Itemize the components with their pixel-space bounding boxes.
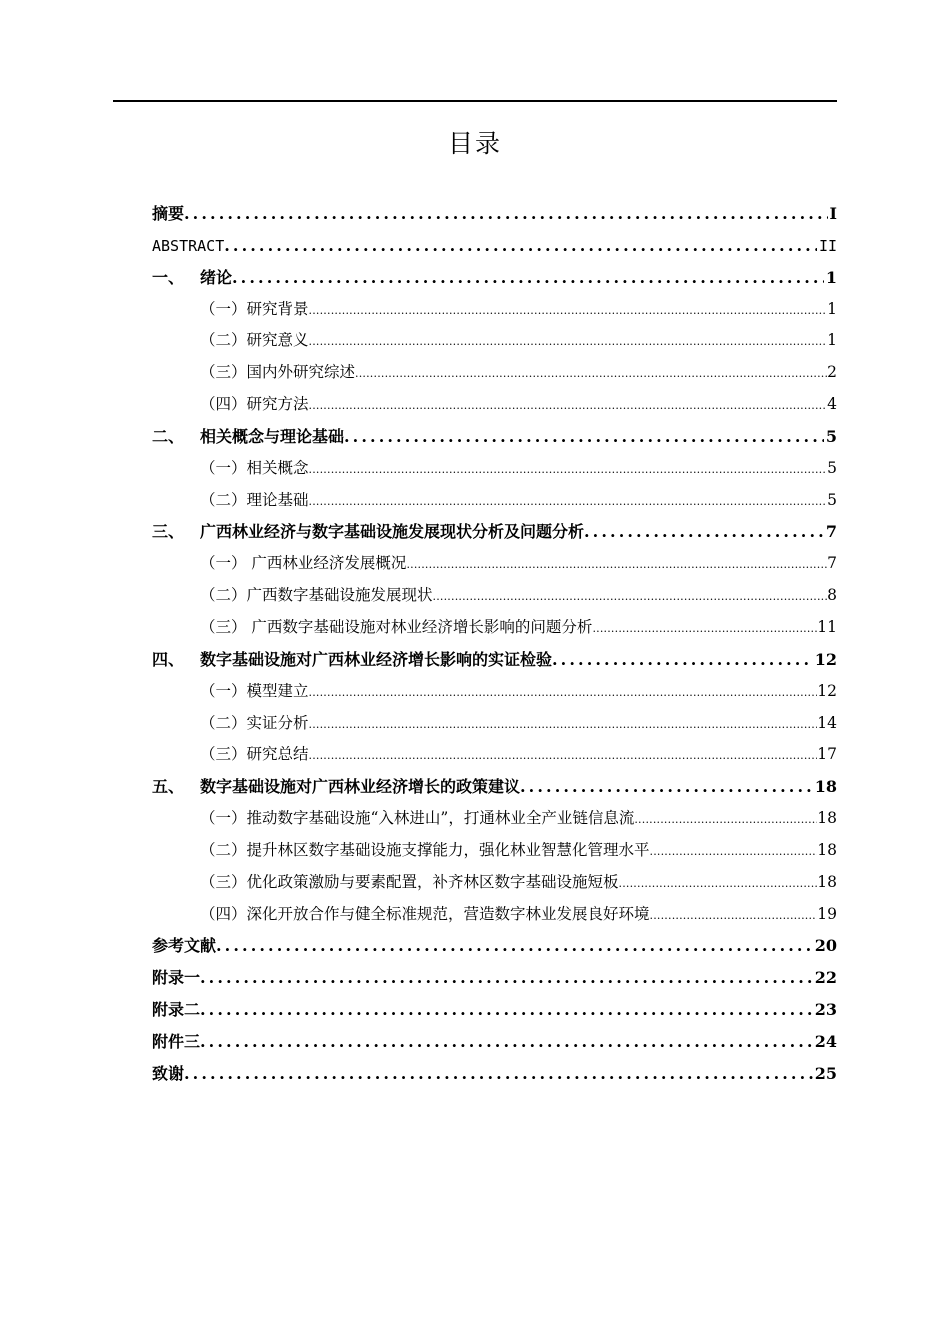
toc-page-number: 5	[827, 490, 837, 509]
toc-leader	[309, 390, 828, 421]
toc-page-number: 4	[827, 395, 837, 414]
toc-entry-section[interactable]	[152, 739, 837, 771]
toc-leader	[634, 804, 817, 835]
toc-page-number: 14	[817, 713, 837, 732]
toc-page-number: 23	[814, 1000, 837, 1020]
toc-leader	[309, 486, 828, 517]
toc-leader	[184, 1058, 813, 1090]
toc-page-number: 5	[827, 458, 837, 477]
toc-entry-label: （二）提升林区数字基础设施支撑能力，强化林业智慧化管理水平	[200, 840, 650, 859]
toc-entry-section[interactable]	[152, 867, 837, 899]
toc-entry-appendix-2[interactable]	[152, 994, 837, 1026]
chapter-title: 绪论	[200, 267, 233, 287]
toc-page-number: 11	[817, 617, 837, 636]
toc-page-number: 24	[814, 1031, 837, 1051]
toc-entry-section[interactable]	[152, 708, 837, 740]
toc-leader	[309, 454, 828, 485]
toc-entry-attachment-3[interactable]	[152, 1026, 837, 1058]
toc-leader	[184, 198, 828, 230]
toc-page-number: 5	[825, 426, 837, 446]
header-rule	[113, 100, 837, 102]
toc-leader	[200, 962, 813, 994]
toc-entry-label: （三）研究总结	[200, 745, 309, 764]
toc-entry-label	[152, 262, 232, 294]
toc-entry-label: （三） 广西数字基础设施对林业经济增长影响的问题分析	[200, 617, 593, 636]
toc-entry-label: 摘要	[152, 204, 185, 223]
toc-page-number: 12	[817, 681, 837, 700]
toc-leader	[355, 358, 827, 389]
toc-leader	[232, 262, 824, 294]
toc-entry-label: ABSTRACT	[152, 236, 225, 255]
toc-entry-abstract-en[interactable]	[152, 230, 837, 262]
chapter-number: 三、	[152, 522, 185, 542]
toc-leader	[216, 930, 813, 962]
toc-title: 目录	[447, 129, 502, 158]
toc-page-number: II	[818, 236, 837, 255]
toc-leader	[200, 1026, 813, 1058]
toc-leader	[584, 516, 824, 548]
toc-leader	[224, 230, 817, 262]
toc-entry-section[interactable]	[152, 899, 837, 931]
chapter-number: 四、	[152, 649, 185, 669]
toc-page-number: 7	[827, 554, 837, 573]
toc-entry-section[interactable]	[152, 548, 837, 580]
toc-leader	[309, 740, 818, 771]
toc-leader	[650, 836, 818, 867]
toc-entry-section[interactable]	[152, 485, 837, 517]
table-of-contents	[152, 198, 837, 1090]
toc-page-number: 25	[814, 1063, 837, 1083]
toc-leader	[552, 644, 813, 676]
toc-entry-label: （四）研究方法	[200, 395, 309, 414]
toc-leader	[619, 868, 818, 899]
toc-entry-label: 附录二	[152, 1000, 201, 1020]
toc-page-number: 7	[825, 522, 837, 542]
toc-page-number: 20	[814, 936, 837, 956]
toc-page-number: 22	[814, 968, 837, 988]
toc-entry-label: 附件三	[152, 1031, 201, 1051]
toc-entry-label: 参考文献	[152, 936, 217, 956]
toc-leader	[309, 677, 818, 708]
toc-leader	[433, 581, 828, 612]
toc-page-number: 2	[827, 363, 837, 382]
toc-entry-label: （一）相关概念	[200, 458, 309, 477]
toc-entry-label	[152, 421, 344, 453]
toc-page-number: 1	[827, 331, 837, 350]
toc-entry-label: （一）模型建立	[200, 681, 309, 700]
toc-entry-chapter-4[interactable]	[152, 644, 837, 676]
chapter-title: 广西林业经济与数字基础设施发展现状分析及问题分析	[200, 522, 585, 542]
toc-entry-label: （三）优化政策激励与要素配置，补齐林区数字基础设施短板	[200, 872, 619, 891]
chapter-number: 五、	[152, 777, 185, 797]
toc-entry-section[interactable]	[152, 580, 837, 612]
toc-entry-label: 附录一	[152, 968, 201, 988]
chapter-number: 二、	[152, 426, 185, 446]
toc-entry-label: （二）广西数字基础设施发展现状	[200, 586, 433, 605]
toc-entry-section[interactable]	[152, 294, 837, 326]
toc-leader	[344, 421, 824, 453]
chapter-title: 数字基础设施对广西林业经济增长影响的实证检验	[200, 649, 553, 669]
toc-leader	[200, 994, 813, 1026]
toc-entry-label: （一）研究背景	[200, 299, 309, 318]
toc-entry-label: （二）理论基础	[200, 490, 309, 509]
toc-entry-section[interactable]	[152, 612, 837, 644]
toc-entry-label: （四）深化开放合作与健全标准规范，营造数字林业发展良好环境	[200, 904, 650, 923]
toc-leader	[406, 549, 827, 580]
toc-entry-section[interactable]	[152, 325, 837, 357]
toc-leader	[520, 771, 813, 803]
toc-entry-abstract-cn[interactable]	[152, 198, 837, 230]
toc-entry-label	[152, 644, 552, 676]
chapter-title: 相关概念与理论基础	[200, 426, 345, 446]
chapter-number: 一、	[152, 267, 185, 287]
toc-entry-chapter-5[interactable]	[152, 771, 837, 803]
toc-entry-section[interactable]	[152, 835, 837, 867]
toc-page-number: 8	[827, 586, 837, 605]
toc-entry-acknowledgements[interactable]	[152, 1058, 837, 1090]
toc-entry-label: （三）国内外研究综述	[200, 363, 356, 382]
toc-entry-section[interactable]	[152, 453, 837, 485]
toc-entry-chapter-3[interactable]	[152, 516, 837, 548]
toc-page-number: 18	[817, 872, 837, 891]
toc-page-number: I	[829, 204, 837, 223]
toc-leader	[592, 613, 817, 644]
toc-entry-label	[152, 516, 584, 548]
toc-entry-section[interactable]	[152, 389, 837, 421]
toc-page-number: 18	[817, 840, 837, 859]
toc-leader	[309, 709, 818, 740]
toc-leader	[650, 900, 818, 931]
toc-page-number: 18	[817, 809, 837, 828]
toc-entry-chapter-1[interactable]	[152, 262, 837, 294]
toc-page-number: 1	[827, 299, 837, 318]
toc-entry-label: （一） 广西林业经济发展概况	[200, 554, 407, 573]
toc-entry-section[interactable]	[152, 803, 837, 835]
toc-entry-section[interactable]	[152, 676, 837, 708]
toc-entry-label: 致谢	[152, 1063, 185, 1083]
toc-entry-chapter-2[interactable]	[152, 421, 837, 453]
toc-entry-references[interactable]	[152, 930, 837, 962]
toc-entry-label: （二）实证分析	[200, 713, 309, 732]
toc-page-number: 12	[814, 649, 837, 669]
toc-leader	[309, 326, 828, 357]
toc-page-number: 19	[817, 904, 837, 923]
toc-entry-appendix-1[interactable]	[152, 962, 837, 994]
toc-entry-section[interactable]	[152, 357, 837, 389]
toc-page-number: 18	[814, 777, 837, 797]
toc-leader	[309, 295, 828, 326]
toc-page-number: 17	[817, 745, 837, 764]
toc-entry-label	[152, 771, 520, 803]
toc-page-number: 1	[825, 267, 837, 287]
toc-entry-label: （一）推动数字基础设施“入林进山”，打通林业全产业链信息流	[200, 809, 635, 828]
chapter-title: 数字基础设施对广西林业经济增长的政策建议	[200, 777, 521, 797]
toc-entry-label: （二）研究意义	[200, 331, 309, 350]
